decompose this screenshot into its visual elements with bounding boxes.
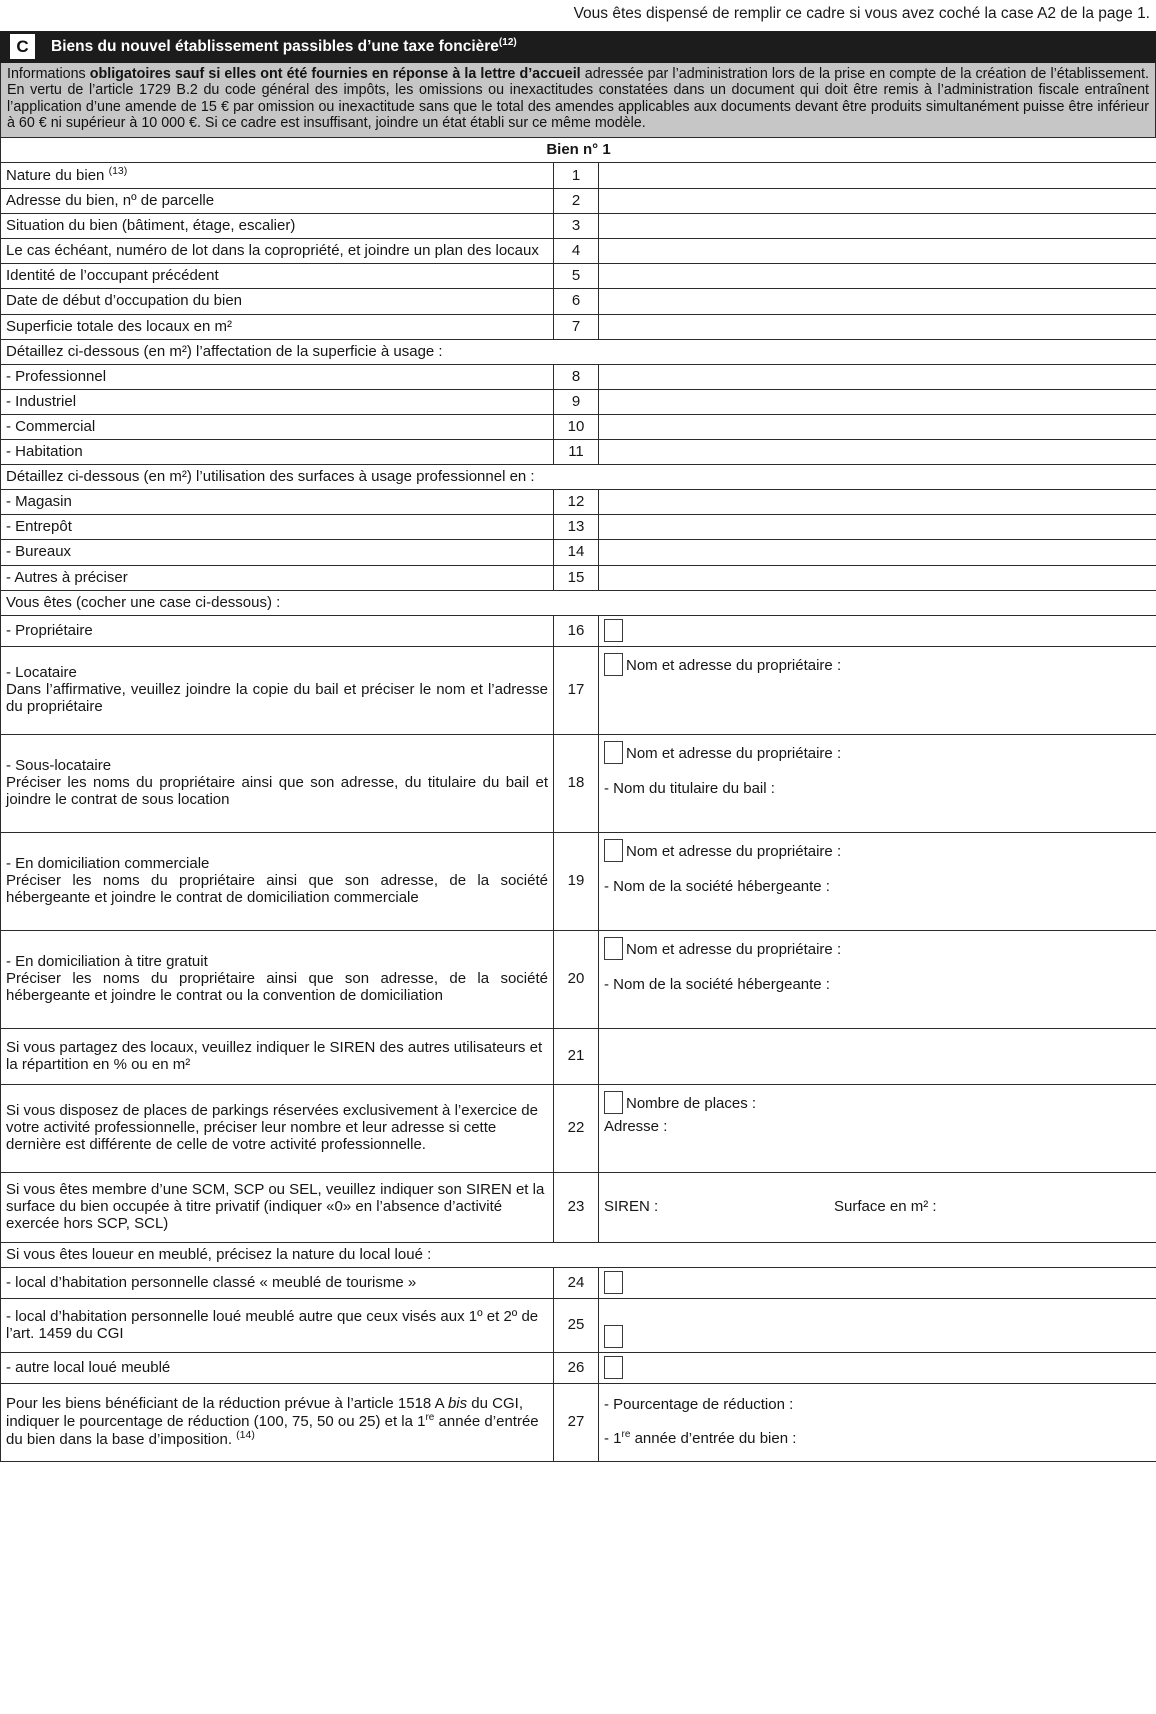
row-value-21[interactable] bbox=[599, 1028, 1156, 1084]
row-label-date-debut-occupation: Date de début d’occupation du bien bbox=[1, 289, 554, 314]
row-value-18[interactable] bbox=[599, 734, 1156, 832]
row-value-9[interactable] bbox=[599, 389, 1156, 414]
row-label-domiciliation-commerciale bbox=[1, 832, 554, 930]
checkbox-meuble-de-tourisme[interactable] bbox=[604, 1271, 623, 1294]
checkbox-locataire[interactable] bbox=[604, 653, 623, 676]
table-row bbox=[1, 734, 1156, 832]
row-num-17: 17 bbox=[554, 646, 599, 734]
row-num-13: 13 bbox=[554, 515, 599, 540]
locataire-value-label-1: Nom et adresse du propriétaire : bbox=[626, 656, 842, 674]
table-row bbox=[1, 314, 1156, 339]
table-row bbox=[1, 1172, 1156, 1242]
row-num-10: 10 bbox=[554, 414, 599, 439]
row-num-6: 6 bbox=[554, 289, 599, 314]
checkbox-domiciliation-gratuit[interactable] bbox=[604, 937, 623, 960]
row-num-8: 8 bbox=[554, 364, 599, 389]
table-row bbox=[1, 1028, 1156, 1084]
sous-locataire-value-row-1 bbox=[604, 741, 1151, 764]
row-label-scm-scp-sel: Si vous êtes membre d’une SCM, SCP ou SEL, veuillez indiquer son SIREN et la surface du bien occupée à titre privatif (indiquer «0» en l’absence d’activité exercée hors SCP, SCL) bbox=[1, 1172, 554, 1242]
row-label-entrepot: - Entrepôt bbox=[1, 515, 554, 540]
checkbox-nombre-de-places[interactable] bbox=[604, 1091, 623, 1114]
row-value-3[interactable] bbox=[599, 214, 1156, 239]
checkbox-proprietaire[interactable] bbox=[604, 619, 623, 642]
row-label-partage-locaux: Si vous partagez des locaux, veuillez indiquer le SIREN des autres utilisateurs et la répartition en % ou en m² bbox=[1, 1028, 554, 1084]
section-title-text: Biens du nouvel établissement passibles d’une taxe foncière bbox=[51, 38, 499, 56]
row-value-10[interactable] bbox=[599, 414, 1156, 439]
row-value-23[interactable] bbox=[599, 1172, 1156, 1242]
top-notice: Vous êtes dispensé de remplir ce cadre si vous avez coché la case A2 de la page 1. bbox=[573, 5, 1150, 22]
prompt-affectation: Détaillez ci-dessous (en m²) l’affectation de la superficie à usage : bbox=[1, 339, 1156, 364]
domiciliation-gratuit-value-label-1: Nom et adresse du propriétaire : bbox=[626, 940, 842, 958]
table-row bbox=[1, 214, 1156, 239]
footnote-13: (13) bbox=[108, 165, 128, 177]
row-value-20[interactable] bbox=[599, 930, 1156, 1028]
info-bold: obligatoires sauf si elles ont été fournies en réponse à la lettre d’accueil bbox=[89, 65, 581, 82]
reduction-label-c: année d’entrée du bien dans la base d’imposition. bbox=[6, 1413, 539, 1449]
domiciliation-commerciale-value-row-1 bbox=[604, 839, 1151, 862]
row-label-sous-locataire bbox=[1, 734, 554, 832]
row-label-professionnel: - Professionnel bbox=[1, 364, 554, 389]
row-num-5: 5 bbox=[554, 264, 599, 289]
label-text: Nature du bien bbox=[6, 167, 109, 184]
reduction-label-italic: bis bbox=[447, 1395, 468, 1413]
scm-surface-label: Surface en m² : bbox=[834, 1198, 937, 1216]
row-value-13[interactable] bbox=[599, 515, 1156, 540]
row-num-27: 27 bbox=[554, 1383, 599, 1461]
row-value-5[interactable] bbox=[599, 264, 1156, 289]
row-value-6[interactable] bbox=[599, 289, 1156, 314]
prompt-row-loueur bbox=[1, 1242, 1156, 1267]
prompt-utilisation: Détaillez ci-dessous (en m²) l’utilisation des surfaces à usage professionnel en : bbox=[1, 465, 1156, 490]
row-value-25[interactable] bbox=[599, 1298, 1156, 1352]
row-value-19[interactable] bbox=[599, 832, 1156, 930]
reduction-label-sup: re bbox=[425, 1412, 435, 1424]
row-label-local-loue-meuble-autre: - local d’habitation personnelle loué meublé autre que ceux visés aux 1º et 2º de l’art. 1459 du CGI bbox=[1, 1298, 554, 1352]
row-label-domiciliation-gratuit bbox=[1, 930, 554, 1028]
prompt-row-affectation bbox=[1, 339, 1156, 364]
table-row bbox=[1, 515, 1156, 540]
table-row bbox=[1, 414, 1156, 439]
table-row bbox=[1, 1084, 1156, 1172]
section-letter-badge: C bbox=[10, 34, 35, 59]
row-label-adresse-du-bien: Adresse du bien, nº de parcelle bbox=[1, 189, 554, 214]
checkbox-domiciliation-commerciale[interactable] bbox=[604, 839, 623, 862]
table-row bbox=[1, 364, 1156, 389]
row-label-occupant-precedent: Identité de l’occupant précédent bbox=[1, 264, 554, 289]
row-num-1: 1 bbox=[554, 163, 599, 189]
domiciliation-commerciale-body: Préciser les noms du propriétaire ainsi que son adresse, de la société hébergeante et joindre le contrat de domiciliation commerciale bbox=[6, 872, 548, 907]
row-value-1[interactable] bbox=[599, 163, 1156, 189]
domiciliation-gratuit-value-label-2: - Nom de la société hébergeante : bbox=[604, 975, 830, 993]
table-row bbox=[1, 646, 1156, 734]
table-row bbox=[1, 540, 1156, 565]
row-label-industriel: - Industriel bbox=[1, 389, 554, 414]
table-row bbox=[1, 615, 1156, 646]
locataire-title: - Locataire bbox=[6, 664, 77, 682]
row-value-2[interactable] bbox=[599, 189, 1156, 214]
table-row bbox=[1, 1352, 1156, 1383]
table-row bbox=[1, 930, 1156, 1028]
row-num-20: 20 bbox=[554, 930, 599, 1028]
row-label-habitation: - Habitation bbox=[1, 440, 554, 465]
row-num-7: 7 bbox=[554, 314, 599, 339]
row-label-numero-de-lot: Le cas échéant, numéro de lot dans la copropriété, et joindre un plan des locaux bbox=[1, 239, 554, 264]
info-rest: adressée par l’administration lors de la prise en compte de la création de l’établissement. En vertu de l’article 1729 B.2 du code général des impôts, les omissions ou inexactitudes constatées dans un document qui doit être remis à l’administration fiscale entraînent l’application d’une amende de 15 € par omission ou inexactitude sans que le total des amendes applicables aux documents devant être produits simultanément puisse être inférieur à 60 € ni supérieur à 10 000 €. Si ce cadre est insuffisant, joindre un état établi sur ce même modèle. bbox=[7, 65, 1149, 132]
row-label-bureaux: - Bureaux bbox=[1, 540, 554, 565]
table-row bbox=[1, 389, 1156, 414]
row-value-12[interactable] bbox=[599, 490, 1156, 515]
domiciliation-commerciale-title: - En domiciliation commerciale bbox=[6, 855, 210, 873]
bien-header-cell: Bien n° 1 bbox=[1, 137, 1156, 162]
reduction-value-label-1: - Pourcentage de réduction : bbox=[604, 1395, 794, 1413]
table-row bbox=[1, 565, 1156, 590]
row-value-16[interactable] bbox=[599, 615, 1156, 646]
checkbox-sous-locataire[interactable] bbox=[604, 741, 623, 764]
section-title bbox=[51, 37, 517, 56]
row-label-meuble-de-tourisme: - local d’habitation personnelle classé « meublé de tourisme » bbox=[1, 1267, 554, 1298]
row-num-4: 4 bbox=[554, 239, 599, 264]
prompt-vous-etes: Vous êtes (cocher une case ci-dessous) : bbox=[1, 590, 1156, 615]
table-row bbox=[1, 289, 1156, 314]
row-label-situation-du-bien: Situation du bien (bâtiment, étage, escalier) bbox=[1, 214, 554, 239]
bien-header-row bbox=[1, 137, 1156, 162]
row-label-commercial: - Commercial bbox=[1, 414, 554, 439]
row-num-12: 12 bbox=[554, 490, 599, 515]
row-num-11: 11 bbox=[554, 440, 599, 465]
table-row bbox=[1, 239, 1156, 264]
row-num-23: 23 bbox=[554, 1172, 599, 1242]
row-num-18: 18 bbox=[554, 734, 599, 832]
domiciliation-commerciale-value-label-2: - Nom de la société hébergeante : bbox=[604, 877, 830, 895]
parking-value-row-1 bbox=[604, 1091, 1151, 1114]
section-title-footnote: (12) bbox=[498, 37, 517, 49]
footnote-14: (14) bbox=[236, 1429, 255, 1442]
row-value-22[interactable] bbox=[599, 1084, 1156, 1172]
checkbox-local-loue-meuble-autre[interactable] bbox=[604, 1325, 623, 1348]
reduction-label-a: Pour les biens bénéficiant de la réduction prévue à l’article 1518 A bbox=[6, 1395, 448, 1413]
row-num-22: 22 bbox=[554, 1084, 599, 1172]
locataire-body: Dans l’affirmative, veuillez joindre la copie du bail et préciser le nom et l’adresse du propriétaire bbox=[6, 681, 548, 716]
prompt-row-vous-etes bbox=[1, 590, 1156, 615]
row-label-locataire bbox=[1, 646, 554, 734]
row-num-25: 25 bbox=[554, 1298, 599, 1352]
row-label-proprietaire: - Propriétaire bbox=[1, 615, 554, 646]
row-num-24: 24 bbox=[554, 1267, 599, 1298]
row-label-reduction-1518a-bis bbox=[1, 1383, 554, 1461]
domiciliation-commerciale-value-label-1: Nom et adresse du propriétaire : bbox=[626, 842, 842, 860]
row-label-nature-du-bien bbox=[1, 163, 554, 189]
reduction-label-b: du CGI, indiquer le pourcentage de réduction (100, 75, 50 ou 25) et la 1 bbox=[6, 1395, 523, 1431]
row-value-27[interactable] bbox=[599, 1383, 1156, 1461]
reduction-value-2-pre: - 1 bbox=[604, 1429, 622, 1447]
row-value-15[interactable] bbox=[599, 565, 1156, 590]
row-value-7[interactable] bbox=[599, 314, 1156, 339]
row-num-2: 2 bbox=[554, 189, 599, 214]
table-row bbox=[1, 832, 1156, 930]
scm-siren-label: SIREN : bbox=[604, 1198, 659, 1216]
row-num-15: 15 bbox=[554, 565, 599, 590]
row-value-11[interactable] bbox=[599, 440, 1156, 465]
row-value-26[interactable] bbox=[599, 1352, 1156, 1383]
row-value-14[interactable] bbox=[599, 540, 1156, 565]
sous-locataire-value-label-2: - Nom du titulaire du bail : bbox=[604, 779, 775, 797]
row-value-17[interactable] bbox=[599, 646, 1156, 734]
row-label-superficie-totale: Superficie totale des locaux en m² bbox=[1, 314, 554, 339]
table-row bbox=[1, 1298, 1156, 1352]
domiciliation-gratuit-title: - En domiciliation à titre gratuit bbox=[6, 953, 208, 971]
row-label-autres-a-preciser: - Autres à préciser bbox=[1, 565, 554, 590]
prompt-row-utilisation bbox=[1, 465, 1156, 490]
table-row bbox=[1, 1267, 1156, 1298]
table-row bbox=[1, 189, 1156, 214]
info-lead: Informations bbox=[7, 65, 90, 82]
table-row bbox=[1, 440, 1156, 465]
table-row bbox=[1, 1383, 1156, 1461]
domiciliation-gratuit-value-row-1 bbox=[604, 937, 1151, 960]
reduction-value-label-2 bbox=[604, 1429, 1151, 1447]
row-num-14: 14 bbox=[554, 540, 599, 565]
reduction-value-2-post: année d’entrée du bien : bbox=[630, 1429, 797, 1447]
table-row bbox=[1, 264, 1156, 289]
row-value-4[interactable] bbox=[599, 239, 1156, 264]
parking-value-label-2: Adresse : bbox=[604, 1117, 668, 1135]
row-value-8[interactable] bbox=[599, 364, 1156, 389]
domiciliation-gratuit-body: Préciser les noms du propriétaire ainsi que son adresse, de la société hébergeante et joindre le contrat ou la convention de domiciliation bbox=[6, 970, 548, 1005]
table-row bbox=[1, 490, 1156, 515]
sous-locataire-title: - Sous-locataire bbox=[6, 757, 112, 775]
row-num-3: 3 bbox=[554, 214, 599, 239]
checkbox-autre-local-loue-meuble[interactable] bbox=[604, 1356, 623, 1379]
info-paragraph bbox=[0, 63, 1156, 137]
sous-locataire-body: Préciser les noms du propriétaire ainsi que son adresse, du titulaire du bail et joindre le contrat de sous location bbox=[6, 774, 548, 809]
row-num-9: 9 bbox=[554, 389, 599, 414]
row-num-21: 21 bbox=[554, 1028, 599, 1084]
row-value-24[interactable] bbox=[599, 1267, 1156, 1298]
table-row bbox=[1, 163, 1156, 189]
row-label-autre-local-loue-meuble: - autre local loué meublé bbox=[1, 1352, 554, 1383]
bien-table bbox=[0, 137, 1156, 1462]
parking-value-label-1: Nombre de places : bbox=[626, 1094, 757, 1112]
reduction-value-2-sup: re bbox=[621, 1428, 631, 1440]
prompt-loueur-meuble: Si vous êtes loueur en meublé, précisez la nature du local loué : bbox=[1, 1242, 1156, 1267]
row-num-16: 16 bbox=[554, 615, 599, 646]
row-num-19: 19 bbox=[554, 832, 599, 930]
section-c-header bbox=[0, 31, 1156, 63]
row-label-places-parking: Si vous disposez de places de parkings réservées exclusivement à l’exercice de votre activité professionnelle, préciser leur nombre et leur adresse si cette dernière est différente de celle de votre activité professionnelle. bbox=[1, 1084, 554, 1172]
row-num-26: 26 bbox=[554, 1352, 599, 1383]
row-label-magasin: - Magasin bbox=[1, 490, 554, 515]
sous-locataire-value-label-1: Nom et adresse du propriétaire : bbox=[626, 744, 842, 762]
